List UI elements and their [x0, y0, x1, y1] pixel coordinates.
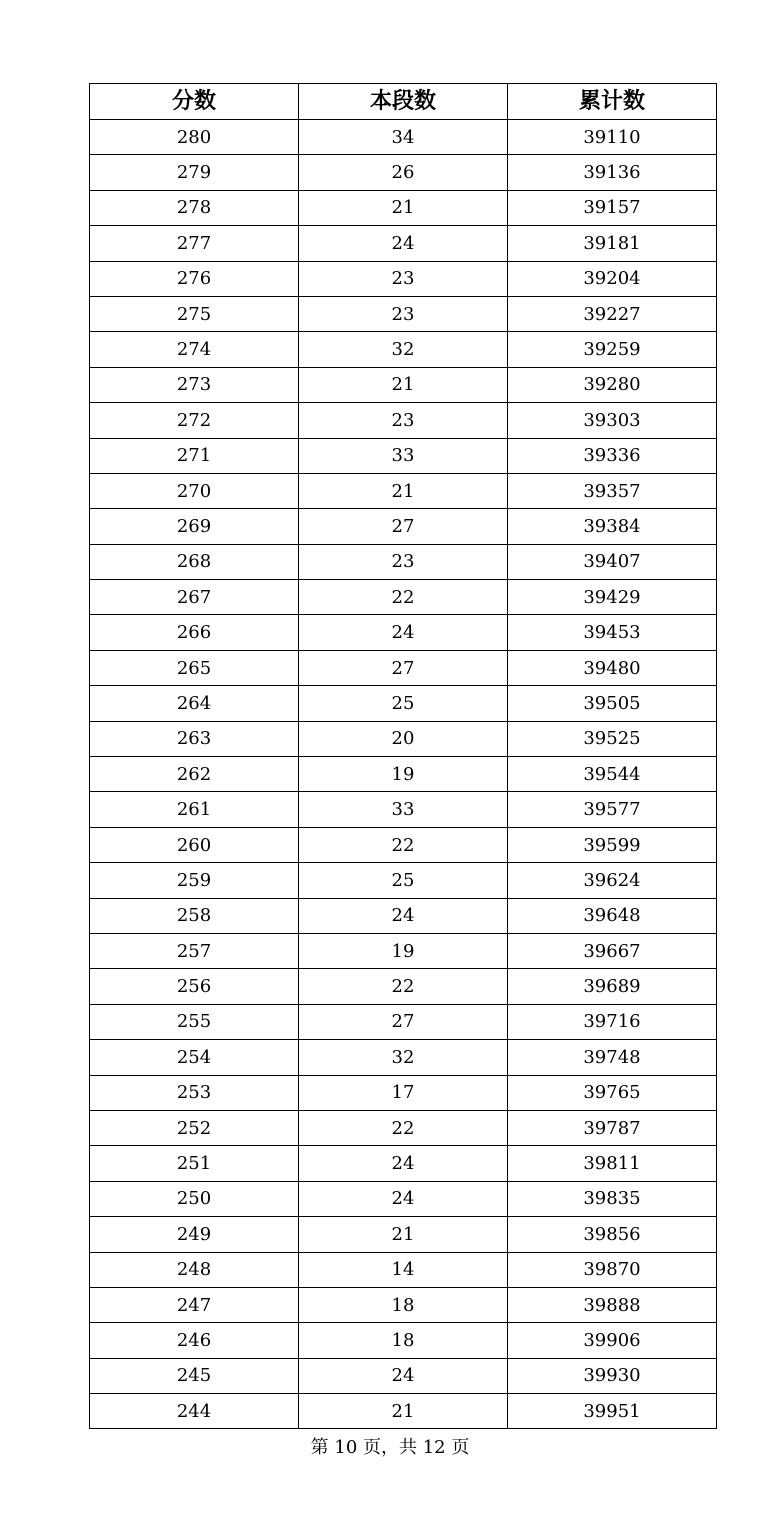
score-cell: 255	[90, 1004, 299, 1039]
cumulative-count-cell: 39336	[508, 438, 717, 473]
segment-count-cell: 21	[299, 1217, 508, 1252]
score-cell: 274	[90, 332, 299, 367]
page-number: 第 10 页，共 12 页	[310, 1437, 470, 1458]
score-cell: 269	[90, 509, 299, 544]
segment-count-cell: 24	[299, 226, 508, 261]
table-row	[90, 615, 717, 650]
table-row	[90, 1004, 717, 1039]
cumulative-count-cell: 39204	[508, 261, 717, 296]
segment-count-cell: 32	[299, 1040, 508, 1075]
table-row	[90, 1358, 717, 1393]
table-row	[90, 580, 717, 615]
score-cell: 258	[90, 898, 299, 933]
segment-count-cell: 34	[299, 120, 508, 155]
cumulative-count-cell: 39624	[508, 863, 717, 898]
table-row	[90, 120, 717, 155]
cumulative-count-cell: 39835	[508, 1181, 717, 1216]
table-row	[90, 261, 717, 296]
score-cell: 280	[90, 120, 299, 155]
cumulative-count-cell: 39667	[508, 933, 717, 968]
score-cell: 260	[90, 827, 299, 862]
table-row	[90, 1075, 717, 1110]
segment-count-cell: 21	[299, 367, 508, 402]
cumulative-count-cell: 39787	[508, 1110, 717, 1145]
cumulative-count-cell: 39856	[508, 1217, 717, 1252]
table-row	[90, 721, 717, 756]
score-distribution-table	[89, 83, 717, 1429]
cumulative-count-cell: 39577	[508, 792, 717, 827]
table-row	[90, 686, 717, 721]
segment-count-cell: 33	[299, 438, 508, 473]
segment-count-cell: 24	[299, 615, 508, 650]
table-row	[90, 438, 717, 473]
table-body	[90, 120, 717, 1429]
cumulative-count-cell: 39136	[508, 155, 717, 190]
table-row	[90, 792, 717, 827]
segment-count-cell: 24	[299, 898, 508, 933]
score-cell: 271	[90, 438, 299, 473]
table-row	[90, 1146, 717, 1181]
cumulative-count-cell: 39748	[508, 1040, 717, 1075]
segment-count-cell: 25	[299, 863, 508, 898]
segment-count-cell: 26	[299, 155, 508, 190]
segment-count-cell: 23	[299, 261, 508, 296]
table-row	[90, 933, 717, 968]
score-cell: 257	[90, 933, 299, 968]
score-cell: 250	[90, 1181, 299, 1216]
cumulative-count-cell: 39544	[508, 757, 717, 792]
segment-count-cell: 21	[299, 190, 508, 225]
cumulative-count-cell: 39480	[508, 650, 717, 685]
score-cell: 275	[90, 296, 299, 331]
segment-count-cell: 27	[299, 509, 508, 544]
cumulative-count-cell: 39384	[508, 509, 717, 544]
segment-count-cell: 33	[299, 792, 508, 827]
segment-count-cell: 23	[299, 296, 508, 331]
segment-count-cell: 24	[299, 1358, 508, 1393]
score-cell: 248	[90, 1252, 299, 1287]
segment-count-cell: 22	[299, 1110, 508, 1145]
score-cell: 245	[90, 1358, 299, 1393]
cumulative-count-cell: 39505	[508, 686, 717, 721]
table-row	[90, 190, 717, 225]
segment-count-cell: 27	[299, 1004, 508, 1039]
table-row	[90, 827, 717, 862]
score-cell: 273	[90, 367, 299, 402]
segment-count-cell: 32	[299, 332, 508, 367]
segment-count-cell: 18	[299, 1323, 508, 1358]
score-cell: 246	[90, 1323, 299, 1358]
cumulative-count-cell: 39157	[508, 190, 717, 225]
segment-count-cell: 24	[299, 1181, 508, 1216]
table-row	[90, 863, 717, 898]
score-cell: 268	[90, 544, 299, 579]
table-row	[90, 226, 717, 261]
segment-count-cell: 18	[299, 1287, 508, 1322]
score-cell: 261	[90, 792, 299, 827]
table-row	[90, 1394, 717, 1429]
cumulative-count-cell: 39303	[508, 403, 717, 438]
table-row	[90, 757, 717, 792]
table-row	[90, 544, 717, 579]
table-row	[90, 898, 717, 933]
table-row	[90, 1217, 717, 1252]
score-cell: 279	[90, 155, 299, 190]
segment-count-cell: 22	[299, 580, 508, 615]
table-row	[90, 1323, 717, 1358]
table-row	[90, 509, 717, 544]
score-cell: 259	[90, 863, 299, 898]
table-row	[90, 969, 717, 1004]
table-row	[90, 1252, 717, 1287]
cumulative-count-cell: 39110	[508, 120, 717, 155]
cumulative-count-cell: 39648	[508, 898, 717, 933]
cumulative-count-cell: 39811	[508, 1146, 717, 1181]
table-row	[90, 296, 717, 331]
cumulative-count-cell: 39525	[508, 721, 717, 756]
segment-count-cell: 21	[299, 1394, 508, 1429]
score-cell: 267	[90, 580, 299, 615]
score-cell: 272	[90, 403, 299, 438]
score-cell: 266	[90, 615, 299, 650]
score-cell: 251	[90, 1146, 299, 1181]
cumulative-count-cell: 39765	[508, 1075, 717, 1110]
header-score: 分数	[90, 84, 299, 120]
segment-count-cell: 23	[299, 544, 508, 579]
cumulative-count-cell: 39599	[508, 827, 717, 862]
segment-count-cell: 24	[299, 1146, 508, 1181]
header-segment-count: 本段数	[299, 84, 508, 120]
segment-count-cell: 22	[299, 969, 508, 1004]
table-row	[90, 332, 717, 367]
cumulative-count-cell: 39716	[508, 1004, 717, 1039]
table-row	[90, 1110, 717, 1145]
score-cell: 263	[90, 721, 299, 756]
score-cell: 253	[90, 1075, 299, 1110]
segment-count-cell: 21	[299, 473, 508, 508]
cumulative-count-cell: 39951	[508, 1394, 717, 1429]
score-cell: 249	[90, 1217, 299, 1252]
score-cell: 265	[90, 650, 299, 685]
score-cell: 277	[90, 226, 299, 261]
cumulative-count-cell: 39888	[508, 1287, 717, 1322]
table-row	[90, 367, 717, 402]
score-cell: 276	[90, 261, 299, 296]
score-cell: 254	[90, 1040, 299, 1075]
table-row	[90, 403, 717, 438]
segment-count-cell: 19	[299, 757, 508, 792]
cumulative-count-cell: 39227	[508, 296, 717, 331]
cumulative-count-cell: 39689	[508, 969, 717, 1004]
header-row	[90, 84, 717, 120]
table-header	[90, 84, 717, 120]
table-row	[90, 1040, 717, 1075]
score-cell: 264	[90, 686, 299, 721]
cumulative-count-cell: 39357	[508, 473, 717, 508]
segment-count-cell: 27	[299, 650, 508, 685]
segment-count-cell: 23	[299, 403, 508, 438]
score-cell: 244	[90, 1394, 299, 1429]
segment-count-cell: 17	[299, 1075, 508, 1110]
score-cell: 278	[90, 190, 299, 225]
segment-count-cell: 25	[299, 686, 508, 721]
table-row	[90, 1181, 717, 1216]
cumulative-count-cell: 39181	[508, 226, 717, 261]
score-cell: 262	[90, 757, 299, 792]
cumulative-count-cell: 39259	[508, 332, 717, 367]
cumulative-count-cell: 39429	[508, 580, 717, 615]
cumulative-count-cell: 39453	[508, 615, 717, 650]
table-row	[90, 650, 717, 685]
table-row	[90, 473, 717, 508]
cumulative-count-cell: 39906	[508, 1323, 717, 1358]
score-cell: 252	[90, 1110, 299, 1145]
cumulative-count-cell: 39407	[508, 544, 717, 579]
segment-count-cell: 22	[299, 827, 508, 862]
segment-count-cell: 20	[299, 721, 508, 756]
cumulative-count-cell: 39280	[508, 367, 717, 402]
cumulative-count-cell: 39870	[508, 1252, 717, 1287]
segment-count-cell: 14	[299, 1252, 508, 1287]
score-cell: 247	[90, 1287, 299, 1322]
table-row	[90, 155, 717, 190]
score-cell: 270	[90, 473, 299, 508]
cumulative-count-cell: 39930	[508, 1358, 717, 1393]
table-row	[90, 1287, 717, 1322]
header-cumulative-count: 累计数	[508, 84, 717, 120]
segment-count-cell: 19	[299, 933, 508, 968]
score-cell: 256	[90, 969, 299, 1004]
